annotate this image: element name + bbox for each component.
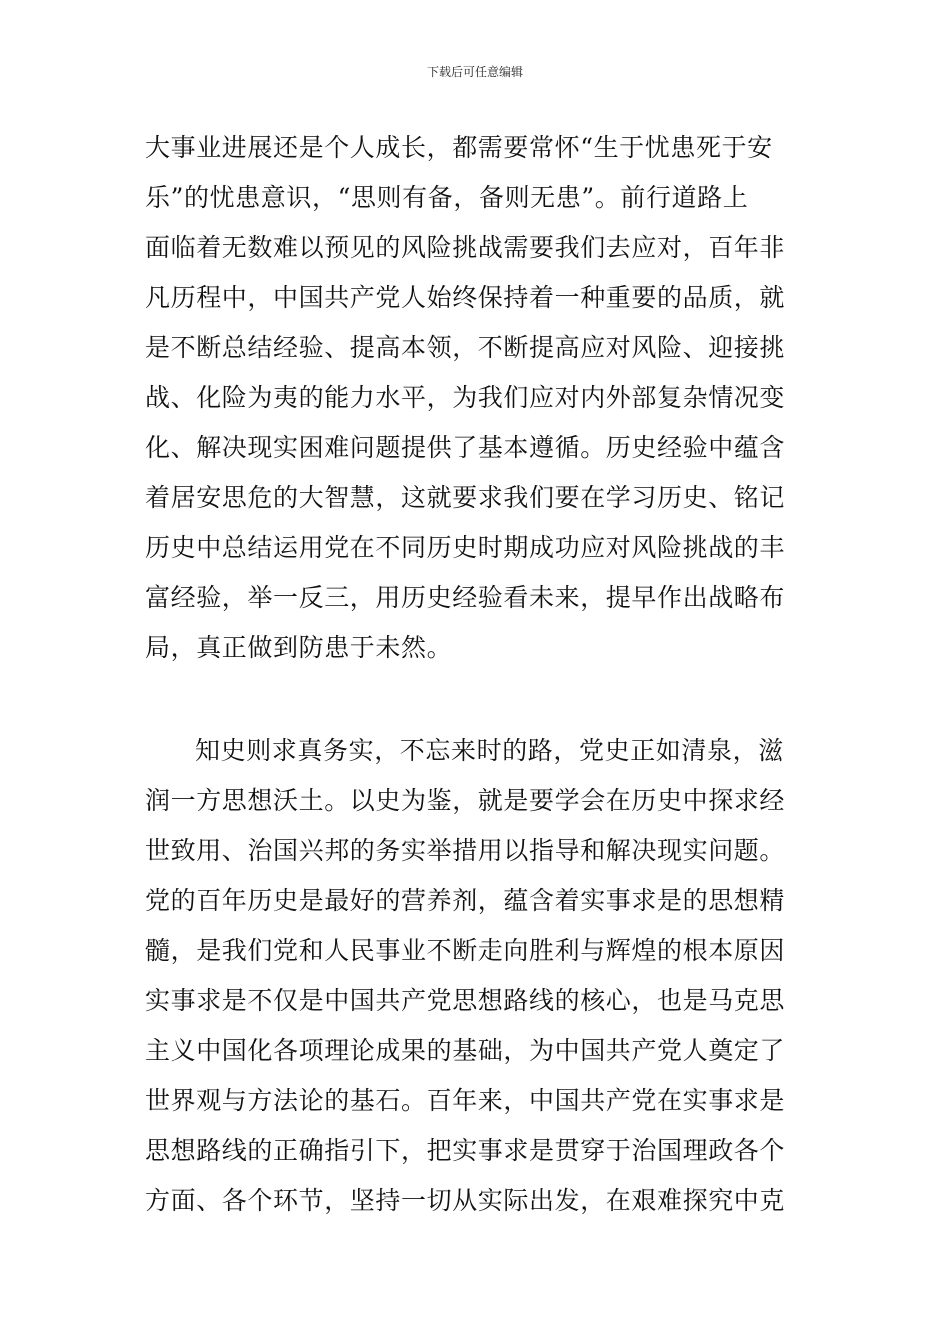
paragraph-line: 凡历程中，中国共产党人始终保持着一种重要的品质，就	[145, 283, 786, 312]
paragraph-line: 世致用、治国兴邦的务实举措用以指导和解决现实问题。	[145, 836, 786, 865]
paragraph-line: 局，真正做到防患于未然。	[145, 633, 453, 662]
paragraph-line: 大事业进展还是个人成长，都需要常怀“生于忧患死于安	[145, 133, 773, 162]
paragraph-line: 润一方思想沃土。以史为鉴，就是要学会在历史中探求经	[145, 786, 786, 815]
paragraph-line: 思想路线的正确指引下，把实事求是贯穿于治国理政各个	[145, 1136, 786, 1165]
paragraph-line: 方面、各个环节，坚持一切从实际出发，在艰难探究中克	[145, 1186, 786, 1215]
paragraph-line: 化、解决现实困难问题提供了基本遵循。历史经验中蕴含	[145, 433, 786, 462]
paragraph-line: 历史中总结运用党在不同历史时期成功应对风险挑战的丰	[145, 533, 786, 562]
paragraph-line: 富经验，举一反三，用历史经验看未来，提早作出战略布	[145, 583, 786, 612]
paragraph-line: 面临着无数难以预见的风险挑战需要我们去应对，百年非	[145, 233, 786, 262]
paragraph-line: 是不断总结经验、提高本领，不断提高应对风险、迎接挑	[145, 333, 786, 362]
paragraph-line: 党的百年历史是最好的营养剂，蕴含着实事求是的思想精	[145, 886, 786, 915]
paragraph-line: 世界观与方法论的基石。百年来，中国共产党在实事求是	[145, 1086, 786, 1115]
page-header: 下载后可任意编辑	[426, 65, 523, 79]
paragraph-line: 战、化险为夷的能力水平，为我们应对内外部复杂情况变	[145, 383, 786, 412]
paragraph-line: 知史则求真务实，不忘来时的路，党史正如清泉，滋	[195, 736, 784, 765]
paragraph-line: 髓，是我们党和人民事业不断走向胜利与辉煌的根本原因	[145, 936, 786, 965]
paragraph-line: 着居安思危的大智慧，这就要求我们要在学习历史、铭记	[145, 483, 786, 512]
paragraph-line: 主义中国化各项理论成果的基础，为中国共产党人奠定了	[145, 1036, 786, 1065]
paragraph-line: 乐”的忧患意识，“思则有备，备则无患”。前行道路上	[145, 183, 749, 212]
paragraph-line: 实事求是不仅是中国共产党思想路线的核心，也是马克思	[145, 986, 786, 1015]
